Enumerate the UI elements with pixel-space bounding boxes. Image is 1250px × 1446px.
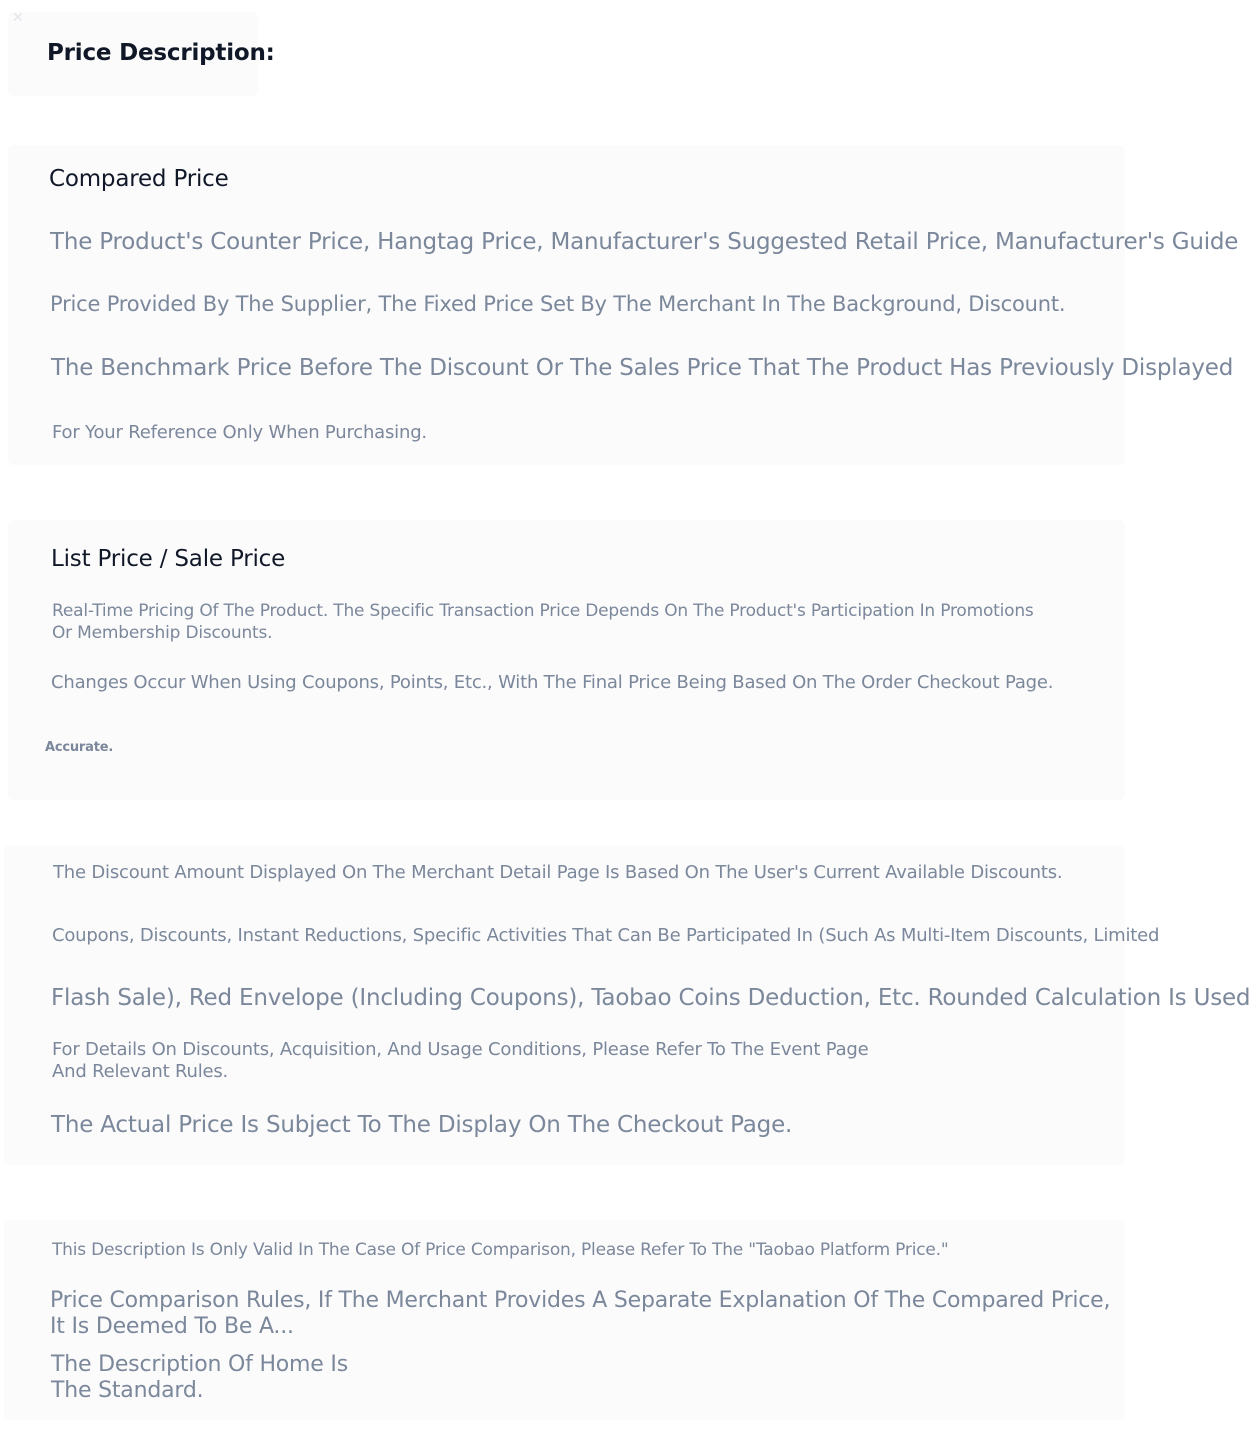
discount-text: The Discount Amount Displayed On The Merchant Detail Page Is Based On The User's Current Available Discounts.	[53, 862, 1063, 883]
compared-price-text: Price Provided By The Supplier, The Fixed Price Set By The Merchant In The Background, Discount.	[50, 292, 1066, 316]
footer-text: Price Comparison Rules, If The Merchant Provides A Separate Explanation Of The Compared Price, It Is Deemed To Be A...	[50, 1288, 1111, 1339]
footer-text: The Description Of Home Is The Standard.	[51, 1352, 348, 1403]
list-sale-price-text: Real-Time Pricing Of The Product. The Specific Transaction Price Depends On The Product's Participation In Promotions Or Membership Discounts.	[52, 601, 1034, 643]
compared-price-heading: Compared Price	[49, 166, 229, 192]
compared-price-text: For Your Reference Only When Purchasing.	[52, 422, 427, 443]
compared-price-text: The Benchmark Price Before The Discount Or The Sales Price That The Product Has Previously Displayed	[51, 355, 1234, 381]
page-title: Price Description:	[47, 40, 275, 66]
discount-text: Coupons, Discounts, Instant Reductions, Specific Activities That Can Be Participated In (Such As Multi-Item Discounts, Limited	[52, 925, 1160, 946]
list-sale-price-text: Changes Occur When Using Coupons, Points, Etc., With The Final Price Being Based On The Order Checkout Page.	[51, 672, 1054, 693]
discount-text: Flash Sale), Red Envelope (Including Coupons), Taobao Coins Deduction, Etc. Rounded Calculation Is Used	[51, 985, 1250, 1011]
compared-price-text: The Product's Counter Price, Hangtag Price, Manufacturer's Suggested Retail Price, Manufacturer's Guide	[50, 229, 1239, 255]
checkout-note: The Actual Price Is Subject To The Display On The Checkout Page.	[51, 1112, 793, 1138]
discount-text: For Details On Discounts, Acquisition, And Usage Conditions, Please Refer To The Event Page And Relevant Rules.	[52, 1039, 869, 1082]
close-icon[interactable]: ✕	[12, 10, 24, 26]
list-sale-price-text: Accurate.	[45, 740, 114, 755]
list-sale-price-heading: List Price / Sale Price	[51, 546, 286, 572]
footer-text: This Description Is Only Valid In The Case Of Price Comparison, Please Refer To The "Taobao Platform Price."	[52, 1240, 949, 1260]
